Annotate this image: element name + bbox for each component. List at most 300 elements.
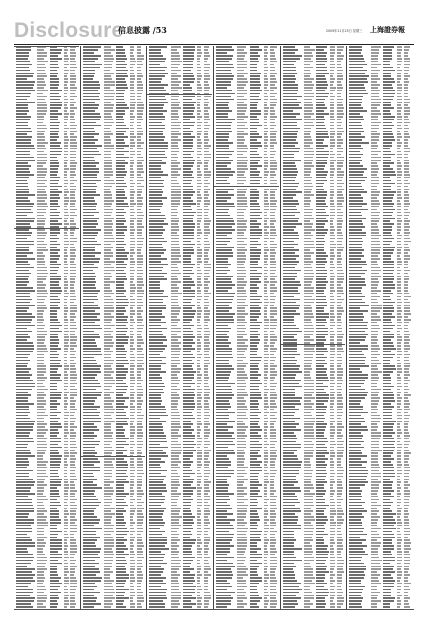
table-cell bbox=[116, 189, 123, 191]
table-cell bbox=[304, 145, 310, 147]
table-cell bbox=[137, 75, 143, 77]
table-cell bbox=[264, 290, 267, 292]
table-cell bbox=[304, 128, 311, 130]
table-cell bbox=[130, 403, 133, 405]
table-cell bbox=[183, 67, 193, 69]
table-cell bbox=[70, 412, 75, 414]
table-cell bbox=[171, 162, 181, 164]
table-cell bbox=[137, 328, 143, 330]
table-cell bbox=[304, 93, 314, 95]
table-cell bbox=[64, 603, 69, 605]
table-cell bbox=[50, 455, 62, 457]
table-cell bbox=[116, 441, 125, 443]
table-cell bbox=[130, 429, 134, 431]
table-cell bbox=[50, 93, 59, 95]
table-cell bbox=[104, 270, 115, 272]
table-cell bbox=[216, 510, 227, 512]
table-cell bbox=[16, 177, 29, 179]
table-cell bbox=[171, 444, 181, 446]
table-cell bbox=[237, 215, 243, 217]
table-cell bbox=[250, 397, 262, 399]
table-cell bbox=[149, 232, 162, 234]
table-cell bbox=[197, 516, 200, 518]
table-cell bbox=[264, 128, 269, 130]
table-cell bbox=[16, 438, 33, 440]
table-cell bbox=[216, 226, 232, 228]
table-cell bbox=[16, 534, 27, 536]
table-cell bbox=[270, 87, 277, 89]
table-cell bbox=[250, 319, 258, 321]
table-cell bbox=[171, 476, 181, 478]
table-cell bbox=[37, 522, 47, 524]
table-cell bbox=[264, 136, 269, 138]
table-cell bbox=[171, 502, 178, 504]
table-cell bbox=[83, 519, 101, 521]
table-cell bbox=[237, 351, 245, 353]
table-cell bbox=[149, 267, 163, 269]
table-cell bbox=[16, 345, 34, 347]
table-cell bbox=[264, 586, 268, 588]
table-cell bbox=[264, 386, 267, 388]
table-cell bbox=[104, 212, 112, 214]
table-cell bbox=[250, 177, 262, 179]
table-cell bbox=[16, 270, 29, 272]
table-cell bbox=[250, 133, 259, 135]
table-cell bbox=[183, 186, 193, 188]
table-cell bbox=[83, 508, 96, 510]
table-cell bbox=[264, 551, 269, 553]
table-cell bbox=[64, 310, 69, 312]
table-cell bbox=[264, 58, 268, 60]
table-cell bbox=[50, 415, 58, 417]
table-cell bbox=[270, 104, 276, 106]
table-cell bbox=[171, 168, 182, 170]
table-cell bbox=[250, 423, 259, 425]
table-cell bbox=[130, 81, 133, 83]
table-cell bbox=[204, 258, 210, 260]
table-cell bbox=[270, 241, 274, 243]
table-cell bbox=[64, 75, 67, 77]
table-cell bbox=[250, 206, 260, 208]
table-cell bbox=[304, 142, 313, 144]
table-cell bbox=[264, 354, 269, 356]
table-cell bbox=[316, 52, 326, 54]
table-cell bbox=[197, 174, 202, 176]
table-cell bbox=[237, 342, 245, 344]
table-cell bbox=[237, 87, 244, 89]
table-cell bbox=[37, 325, 45, 327]
table-cell bbox=[50, 258, 59, 260]
table-cell bbox=[216, 583, 230, 585]
table-cell bbox=[116, 93, 124, 95]
table-cell bbox=[250, 52, 258, 54]
table-cell bbox=[283, 52, 296, 54]
table-cell bbox=[264, 310, 267, 312]
table-cell bbox=[171, 354, 180, 356]
table-cell bbox=[197, 461, 201, 463]
table-cell bbox=[70, 316, 76, 318]
table-cell bbox=[116, 597, 129, 599]
table-cell bbox=[183, 589, 195, 591]
table-cell bbox=[197, 81, 200, 83]
table-cell bbox=[37, 189, 45, 191]
table-cell bbox=[70, 597, 75, 599]
table-cell bbox=[304, 81, 312, 83]
table-cell bbox=[237, 104, 247, 106]
table-cell bbox=[264, 270, 268, 272]
table-cell bbox=[183, 70, 191, 72]
table-cell bbox=[264, 435, 267, 437]
table-cell bbox=[270, 386, 275, 388]
table-cell bbox=[83, 49, 98, 51]
table-cell bbox=[183, 493, 193, 495]
table-cell bbox=[316, 131, 328, 133]
table-cell bbox=[64, 496, 68, 498]
table-cell bbox=[116, 46, 123, 48]
table-cell bbox=[37, 606, 46, 608]
table-cell bbox=[137, 313, 141, 315]
table-cell bbox=[149, 368, 161, 370]
table-cell bbox=[264, 406, 269, 408]
table-cell bbox=[283, 194, 297, 196]
table-cell bbox=[270, 545, 275, 547]
table-cell bbox=[183, 229, 194, 231]
table-cell bbox=[237, 389, 245, 391]
table-cell bbox=[137, 458, 142, 460]
table-cell bbox=[130, 113, 133, 115]
table-cell bbox=[104, 90, 114, 92]
table-cell bbox=[237, 93, 247, 95]
table-cell bbox=[204, 406, 209, 408]
table-cell bbox=[316, 197, 326, 199]
table-cell bbox=[104, 142, 111, 144]
table-cell bbox=[237, 406, 247, 408]
table-cell bbox=[270, 537, 275, 539]
table-cell bbox=[83, 351, 101, 353]
table-cell bbox=[16, 276, 29, 278]
table-cell bbox=[316, 110, 324, 112]
table-cell bbox=[216, 519, 235, 521]
table-cell bbox=[264, 383, 267, 385]
table-cell bbox=[116, 380, 123, 382]
table-cell bbox=[250, 394, 261, 396]
table-cell bbox=[70, 481, 74, 483]
table-cell bbox=[16, 131, 32, 133]
table-cell bbox=[116, 592, 125, 594]
table-cell bbox=[237, 142, 244, 144]
table-cell bbox=[237, 357, 245, 359]
table-cell bbox=[250, 389, 259, 391]
table-cell bbox=[204, 360, 209, 362]
table-cell bbox=[171, 328, 182, 330]
table-cell bbox=[50, 392, 62, 394]
table-cell bbox=[16, 218, 35, 220]
table-cell bbox=[83, 131, 95, 133]
table-cell bbox=[50, 116, 59, 118]
table-cell bbox=[183, 58, 194, 60]
table-cell bbox=[116, 421, 127, 423]
table-cell bbox=[104, 136, 110, 138]
table-cell bbox=[130, 116, 135, 118]
table-cell bbox=[264, 577, 269, 579]
table-cell bbox=[183, 194, 193, 196]
table-cell bbox=[183, 467, 190, 469]
table-cell bbox=[197, 389, 202, 391]
table-cell bbox=[16, 432, 30, 434]
table-cell bbox=[50, 296, 58, 298]
table-cell bbox=[216, 249, 232, 251]
table-cell bbox=[16, 525, 31, 527]
table-cell bbox=[204, 392, 210, 394]
table-cell bbox=[130, 415, 134, 417]
table-cell bbox=[37, 293, 48, 295]
table-cell bbox=[137, 577, 143, 579]
table-cell bbox=[83, 142, 95, 144]
table-cell bbox=[330, 113, 334, 115]
table-cell bbox=[237, 551, 245, 553]
table-cell bbox=[37, 319, 44, 321]
table-cell bbox=[104, 383, 115, 385]
table-cell bbox=[216, 264, 231, 266]
table-cell bbox=[83, 46, 101, 48]
table-cell bbox=[104, 597, 115, 599]
table-cell bbox=[171, 357, 179, 359]
table-cell bbox=[237, 212, 244, 214]
table-cell bbox=[130, 299, 135, 301]
table-cell bbox=[250, 73, 261, 75]
table-cell bbox=[149, 218, 166, 220]
table-cell bbox=[183, 568, 194, 570]
table-cell bbox=[171, 418, 180, 420]
table-cell bbox=[183, 606, 192, 608]
table-cell bbox=[264, 264, 268, 266]
table-cell bbox=[183, 226, 195, 228]
table-cell bbox=[250, 418, 260, 420]
table-cell bbox=[137, 334, 141, 336]
table-cell bbox=[264, 496, 267, 498]
table-cell bbox=[171, 542, 177, 544]
table-cell bbox=[204, 496, 210, 498]
table-cell bbox=[204, 365, 208, 367]
table-cell bbox=[171, 496, 179, 498]
table-cell bbox=[70, 142, 77, 144]
table-cell bbox=[264, 365, 268, 367]
table-cell bbox=[50, 444, 59, 446]
table-cell bbox=[116, 418, 129, 420]
table-cell bbox=[83, 435, 97, 437]
table-cell bbox=[64, 447, 68, 449]
table-cell bbox=[250, 203, 259, 205]
table-cell bbox=[171, 229, 180, 231]
table-cell bbox=[270, 571, 275, 573]
newspaper-name: 上海證券報 bbox=[370, 25, 405, 34]
table-cell bbox=[83, 200, 96, 202]
table-cell bbox=[149, 212, 161, 214]
table-cell bbox=[204, 131, 209, 133]
table-cell bbox=[116, 531, 128, 533]
table-cell bbox=[270, 122, 275, 124]
table-cell bbox=[70, 534, 74, 536]
table-cell bbox=[204, 493, 208, 495]
table-cell bbox=[149, 551, 160, 553]
table-cell bbox=[50, 177, 60, 179]
masthead bbox=[14, 18, 414, 44]
table-cell bbox=[270, 276, 277, 278]
table-cell bbox=[197, 525, 201, 527]
table-cell bbox=[130, 58, 135, 60]
table-cell bbox=[130, 191, 135, 193]
table-cell bbox=[83, 484, 98, 486]
table-cell bbox=[83, 432, 94, 434]
table-cell bbox=[70, 154, 75, 156]
table-cell bbox=[50, 276, 61, 278]
table-cell bbox=[316, 67, 327, 69]
table-cell bbox=[64, 473, 67, 475]
table-cell bbox=[104, 154, 111, 156]
table-cell bbox=[237, 371, 245, 373]
table-cell bbox=[216, 516, 227, 518]
table-cell bbox=[197, 545, 200, 547]
table-cell bbox=[116, 545, 126, 547]
table-cell bbox=[197, 212, 202, 214]
table-cell bbox=[250, 348, 258, 350]
table-cell bbox=[270, 139, 276, 141]
table-cell bbox=[137, 171, 144, 173]
table-cell bbox=[270, 249, 275, 251]
table-cell bbox=[216, 119, 235, 121]
table-cell bbox=[216, 99, 234, 101]
table-cell bbox=[197, 363, 200, 365]
table-cell bbox=[337, 133, 342, 135]
table-cell bbox=[283, 125, 297, 127]
table-cell bbox=[37, 49, 43, 51]
table-cell bbox=[137, 339, 143, 341]
table-cell bbox=[137, 360, 143, 362]
table-cell bbox=[216, 499, 230, 501]
table-cell bbox=[149, 122, 162, 124]
table-cell bbox=[197, 435, 200, 437]
table-cell bbox=[149, 316, 165, 318]
table-cell bbox=[270, 441, 276, 443]
table-cell bbox=[104, 348, 110, 350]
table-cell bbox=[264, 595, 269, 597]
table-cell bbox=[70, 99, 74, 101]
table-cell bbox=[16, 261, 28, 263]
table-cell bbox=[104, 81, 115, 83]
table-cell bbox=[204, 267, 211, 269]
table-cell bbox=[183, 322, 190, 324]
table-cell bbox=[130, 278, 133, 280]
table-cell bbox=[270, 93, 277, 95]
table-cell bbox=[104, 415, 111, 417]
table-cell bbox=[171, 220, 179, 222]
table-cell bbox=[183, 139, 194, 141]
table-cell bbox=[197, 510, 201, 512]
table-cell bbox=[83, 476, 94, 478]
table-cell bbox=[50, 595, 59, 597]
table-cell bbox=[183, 171, 193, 173]
table-cell bbox=[130, 508, 135, 510]
table-cell bbox=[83, 441, 100, 443]
table-cell bbox=[264, 55, 267, 57]
table-cell bbox=[37, 273, 47, 275]
table-cell bbox=[16, 212, 33, 214]
table-cell bbox=[250, 252, 262, 254]
table-cell bbox=[149, 386, 165, 388]
table-cell bbox=[237, 490, 244, 492]
table-cell bbox=[50, 209, 58, 211]
table-cell bbox=[304, 110, 312, 112]
table-cell bbox=[104, 78, 112, 80]
table-cell bbox=[270, 412, 277, 414]
table-cell bbox=[304, 203, 310, 205]
table-cell bbox=[316, 58, 327, 60]
table-cell bbox=[316, 200, 325, 202]
table-cell bbox=[204, 191, 209, 193]
table-cell bbox=[149, 64, 160, 66]
table-cell bbox=[64, 464, 68, 466]
table-cell bbox=[16, 331, 32, 333]
table-cell bbox=[104, 577, 110, 579]
table-cell bbox=[37, 218, 45, 220]
table-cell bbox=[171, 403, 178, 405]
table-cell bbox=[149, 238, 164, 240]
table-cell bbox=[70, 444, 76, 446]
table-cell bbox=[83, 145, 102, 147]
table-cell bbox=[183, 316, 194, 318]
table-cell bbox=[250, 426, 261, 428]
table-cell bbox=[130, 432, 134, 434]
table-cell bbox=[250, 328, 261, 330]
table-cell bbox=[149, 528, 160, 530]
table-cell bbox=[116, 151, 129, 153]
table-cell bbox=[216, 505, 230, 507]
table-cell bbox=[216, 522, 230, 524]
table-cell bbox=[83, 189, 96, 191]
table-cell bbox=[171, 351, 181, 353]
table-cell bbox=[270, 270, 276, 272]
table-cell bbox=[264, 215, 268, 217]
table-cell bbox=[237, 606, 243, 608]
table-cell bbox=[216, 348, 232, 350]
table-cell bbox=[70, 328, 76, 330]
table-cell bbox=[204, 235, 208, 237]
table-cell bbox=[116, 508, 124, 510]
table-cell bbox=[83, 406, 101, 408]
table-cell bbox=[197, 232, 202, 234]
table-cell bbox=[116, 267, 126, 269]
table-cell bbox=[116, 386, 128, 388]
table-cell bbox=[304, 183, 312, 185]
table-cell bbox=[337, 197, 344, 199]
table-cell bbox=[264, 203, 269, 205]
table-cell bbox=[37, 139, 45, 141]
table-cell bbox=[149, 305, 165, 307]
table-cell bbox=[50, 102, 62, 104]
table-cell bbox=[270, 583, 276, 585]
table-cell bbox=[237, 154, 243, 156]
table-cell bbox=[250, 583, 260, 585]
table-cell bbox=[116, 365, 124, 367]
table-cell bbox=[183, 595, 192, 597]
table-cell bbox=[130, 145, 134, 147]
table-cell bbox=[197, 46, 201, 48]
table-cell bbox=[330, 102, 333, 104]
table-cell bbox=[104, 487, 113, 489]
table-cell bbox=[83, 342, 97, 344]
table-cell bbox=[330, 180, 334, 182]
table-cell bbox=[270, 232, 276, 234]
